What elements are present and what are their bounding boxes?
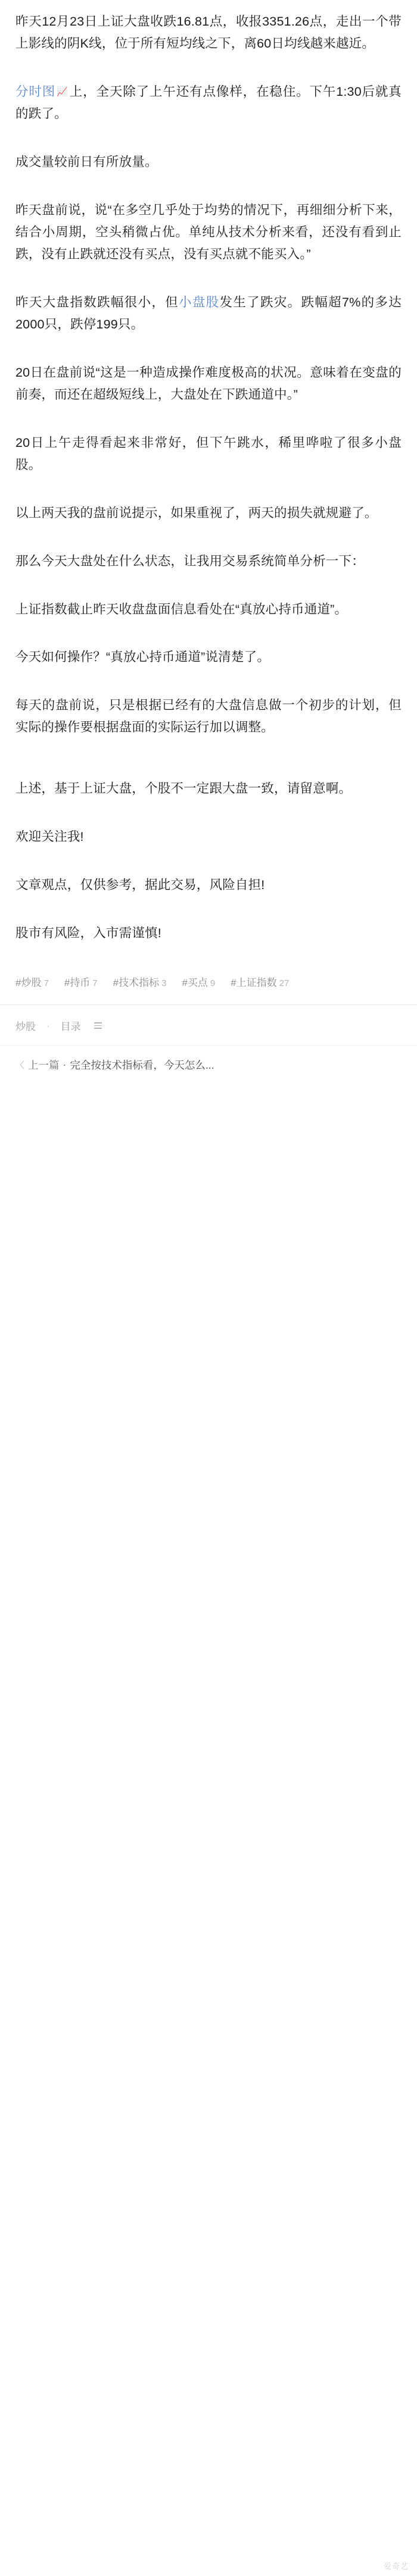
tag-label: 买点 [187, 977, 208, 989]
tag-count: 7 [43, 978, 49, 989]
tag-hash: # [182, 977, 188, 989]
prev-label: 上一篇 [28, 1059, 60, 1072]
bottom-spacer [0, 1088, 417, 1094]
paragraph-3: 成交量较前日有所放量。 [15, 154, 158, 169]
list-icon[interactable] [94, 1022, 102, 1029]
category-link[interactable]: 炒股 [15, 1021, 36, 1033]
tag-count: 27 [279, 978, 290, 989]
paragraph-14: 欢迎关注我! [15, 830, 84, 844]
prev-article-nav[interactable] [0, 1045, 417, 1088]
paragraph-10: 上证指数截止昨天收盘盘面信息看处在“真放心持币通道”。 [15, 602, 348, 616]
tag-count: 9 [210, 978, 216, 989]
tag-item[interactable] [15, 974, 49, 989]
paragraph-15: 文章观点，仅供参考，据此交易，风险自担! [15, 878, 265, 893]
tag-hash: # [64, 977, 70, 989]
paragraph-5-before: 昨天大盘指数跌幅很小，但 [15, 295, 179, 309]
paragraph-7: 20日上午走得看起来非常好，但下午跳水，稀里哗啦了很多小盘股。 [15, 435, 402, 472]
tag-label: 炒股 [21, 977, 42, 989]
paragraph-4: 昨天盘前说，说“在多空几乎处于均势的情况下，再细细分析下来，结合小周期，空头稍微占优。单纯从技术分析来看，还没有看到止跌，没有止跌就还没有买点，没有买点就不能买入。” [15, 202, 402, 261]
tag-hash: # [113, 977, 119, 989]
tag-hash: # [15, 977, 21, 989]
footer-meta-bar [0, 1005, 417, 1045]
paragraph-8: 以上两天我的盘前说提示，如果重视了，两天的损失就规避了。 [15, 505, 378, 520]
tag-item[interactable] [113, 974, 167, 989]
watermark: 爱奇艺 [383, 2562, 409, 2571]
paragraph-9: 那么今天大盘处在什么状态，让我用交易系统简单分析一下： [15, 553, 365, 568]
paragraph-2 [15, 81, 402, 125]
tag-count: 7 [92, 978, 98, 989]
paragraph-11: 今天如何操作？“真放心持币通道”说清楚了。 [15, 650, 270, 665]
xiaopangu-link[interactable]: 小盘股 [179, 295, 220, 309]
paragraph-1: 昨天12月23日上证大盘收跌16.81点，收报3351.26点，走出一个带上影线的阴K线，位于所有短均线之下，离60日均线越来越近。 [15, 14, 402, 51]
fenshitu-link[interactable]: 分时图 [15, 84, 56, 99]
chevron-left-icon: 〈 [15, 1060, 25, 1071]
tag-item[interactable] [231, 974, 289, 989]
tag-list [0, 971, 417, 991]
article-body [0, 0, 417, 944]
paragraph-16: 股市有风险，入市需谨慎! [15, 926, 161, 941]
prev-title: 完全按技术指标看，今天怎么... [70, 1059, 214, 1072]
tag-label: 持币 [70, 977, 91, 989]
paragraph-13: 上述，基于上证大盘，个股不一定跟大盘一致，请留意啊。 [15, 781, 352, 796]
tag-count: 3 [161, 978, 167, 989]
tag-item[interactable] [182, 974, 215, 989]
separator: · [46, 1019, 50, 1031]
tag-item[interactable] [64, 974, 98, 989]
tag-label: 上证指数 [236, 977, 277, 989]
paragraph-2-text: 上，全天除了上午还有点像样，在稳住。下午1:30后就真的跌了。 [15, 84, 402, 121]
paragraph-6: 20日在盘前说“这是一种造成操作难度极高的状况。意味着在变盘的前奏，而还在超级短线上，大盘处在下跌通道中。” [15, 365, 402, 402]
paragraph-5 [15, 292, 402, 336]
catalog-link[interactable]: 目录 [60, 1021, 81, 1033]
tag-label: 技术指标 [119, 977, 160, 989]
prev-dot: · [63, 1059, 67, 1071]
paragraph-5-after: 发生了跌灾。跌幅超7%的多达2000只，跌停199只。 [15, 295, 402, 331]
paragraph-12: 每天的盘前说，只是根据已经有的大盘信息做一个初步的计划，但实际的操作要根据盘面的实际运行加以调整。 [15, 698, 402, 735]
chart-icon: 📈 [57, 86, 69, 97]
tag-hash: # [231, 977, 236, 989]
